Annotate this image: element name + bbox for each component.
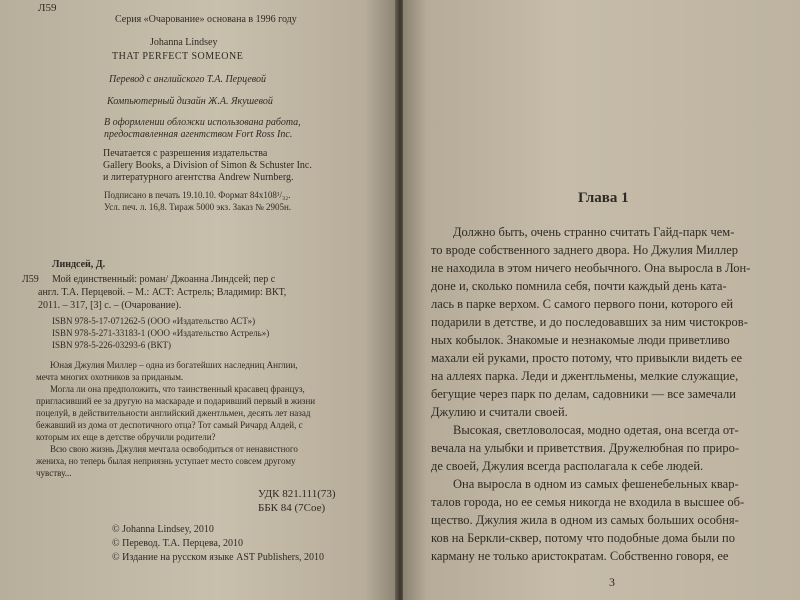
copyright-edition: © Издание на русском языке AST Publishers, 2010 xyxy=(112,552,324,563)
chapter-title: Глава 1 xyxy=(578,190,629,206)
isbn-ast: ISBN 978-5-17-071262-5 (ООО «Издательство АСТ») xyxy=(52,316,256,326)
text-line: ков на Беркли-сквер, потому что подобные дома были по xyxy=(431,531,735,545)
text-line: карману не только аристократам. Собственно говоря, ее xyxy=(431,549,729,563)
copyright-translation: © Перевод. Т.А. Перцева, 2010 xyxy=(112,538,243,549)
print-line-1: Подписано в печать 19.10.10. Формат 84х108¹/₃₂. xyxy=(104,190,291,200)
text-line: на аллеях парка. Леди и джентльмены, мелкие служащие, xyxy=(431,369,739,383)
text-line: подарили в детстве, и до последовавших за ним чистокров- xyxy=(431,315,748,329)
text-line: вечала на улыбки и приветствия. Дружелюбная по приро- xyxy=(431,441,740,455)
designer-line: Компьютерный дизайн Ж.А. Якушевой xyxy=(107,96,273,107)
right-page-chapter xyxy=(403,0,800,600)
catalog-author: Линдсей, Д. xyxy=(52,259,106,270)
text-line: лась в парке верхом. С самого первого пони, которого ей xyxy=(431,297,734,311)
abstract-line: мечта многих охотников за приданым. xyxy=(36,372,184,382)
cover-line-2: предоставленная агентством Fort Ross Inc. xyxy=(104,129,293,140)
text-line: талов города, но ее семья никогда не входила в высшее об- xyxy=(431,495,745,509)
text-line: махали ей руками, просто потому, что привыкли видеть ее xyxy=(431,351,743,365)
left-page-imprint xyxy=(0,0,397,600)
text-line: ных кобылок. Знакомые и незнакомые люди приветливо xyxy=(431,333,730,347)
copyright-author: © Johanna Lindsey, 2010 xyxy=(112,524,214,535)
permission-line-3: и литературного агентства Andrew Nurnberg. xyxy=(103,172,294,183)
text-line: не находила в этом ничего необычного. Она выросла в Лон- xyxy=(431,261,751,275)
permission-line-1: Печатается с разрешения издательства xyxy=(103,148,268,159)
abstract-line: чувству... xyxy=(36,468,72,478)
translator-line: Перевод с английского Т.А. Перцевой xyxy=(109,74,266,85)
text-line: то вроде собственного заднего двора. Но Джулия Миллер xyxy=(431,243,739,257)
page-number: 3 xyxy=(609,575,615,589)
text-line: Джулию и считали своей. xyxy=(431,405,568,419)
page-code-top: Л59 xyxy=(38,2,57,14)
title-en: THAT PERFECT SOMEONE xyxy=(112,51,244,62)
abstract-line: бежавший из дома от деспотичного отца? Тот самый Ричард Алдей, с xyxy=(36,420,303,430)
series-line: Серия «Очарование» основана в 1996 году xyxy=(115,14,297,25)
abstract-line: которым их еще в детстве обручили родители? xyxy=(36,432,216,442)
text-line: Она выросла в одном из самых фешенебельных квар- xyxy=(453,477,739,491)
abstract-line: жениха, но теперь былая неприязнь уступает место совсем другому xyxy=(36,456,296,466)
catalog-code: Л59 xyxy=(22,274,39,285)
catalog-line-2: англ. Т.А. Перцевой. – М.: АСТ: Астрель; Владимир: ВКТ, xyxy=(38,287,287,298)
abstract-line: поцелуй, в действительности английский джентльмен, десять лет назад xyxy=(36,408,311,418)
isbn-astrel: ISBN 978-5-271-33183-1 (ООО «Издательство Астрель») xyxy=(52,328,270,338)
abstract-line: Всю свою жизнь Джулия мечтала освободиться от ненавистного xyxy=(50,444,298,454)
text-line: Должно быть, очень странно считать Гайд-парк чем- xyxy=(453,225,735,239)
isbn-vkt: ISBN 978-5-226-03293-6 (ВКТ) xyxy=(52,340,171,350)
catalog-line-1: Мой единственный: роман/ Джоанна Линдсей; пер с xyxy=(52,274,276,285)
catalog-line-3: 2011. – 317, [3] с. – (Очарование). xyxy=(38,300,182,311)
print-line-2: Усл. печ. л. 16,8. Тираж 5000 экз. Заказ № 2905н. xyxy=(104,202,292,212)
abstract-line: пригласивший ее за другую на маскараде и подаривший первый в жизни xyxy=(36,396,316,406)
udk-code: УДК 821.111(73) xyxy=(258,488,336,500)
abstract-line: Юная Джулия Миллер – одна из богатейших наследниц Англии, xyxy=(50,360,298,370)
bbk-code: ББК 84 (7Сое) xyxy=(258,502,326,514)
abstract-block xyxy=(36,359,315,479)
cover-line-1: В оформлении обложки использована работа, xyxy=(104,117,301,128)
permission-line-2: Gallery Books, a Division of Simon & Schuster Inc. xyxy=(103,160,312,171)
text-line: щество. Джулия жила в одном из самых больших особня- xyxy=(431,513,739,527)
text-line: Высокая, светловолосая, модно одетая, она всегда от- xyxy=(453,423,739,437)
text-line: доне и, сколько помнила себя, почти каждый день ката- xyxy=(431,279,727,293)
author-en: Johanna Lindsey xyxy=(150,37,218,48)
abstract-line: Могла ли она предположить, что таинственный красавец француз, xyxy=(50,384,305,394)
text-line: де своей, Джулия всегда располагала к себе людей. xyxy=(431,459,704,473)
text-line: бегущие через парк по делам, садовники — все замечали xyxy=(431,387,736,401)
